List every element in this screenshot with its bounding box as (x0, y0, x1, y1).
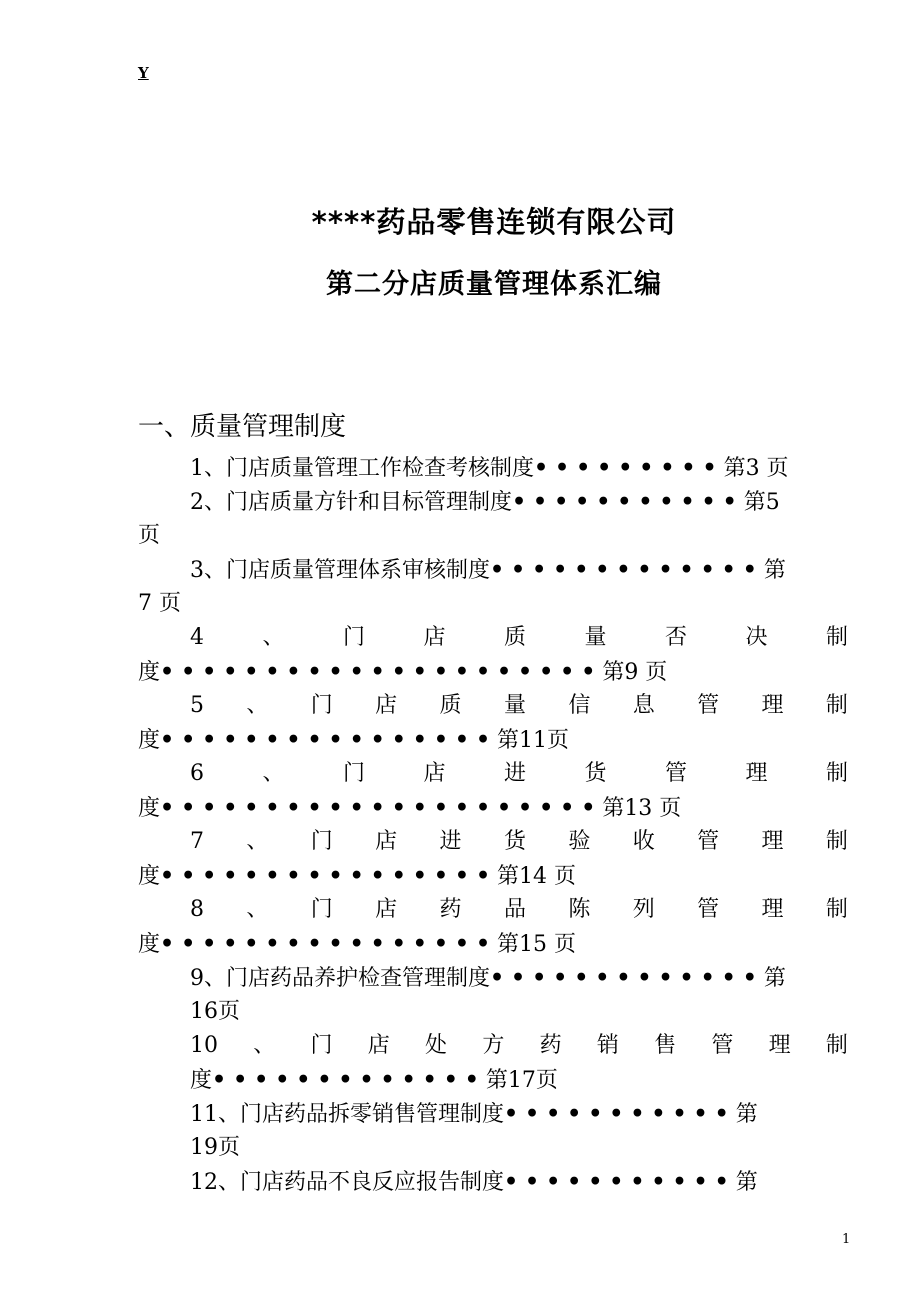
toc-char: 、 (246, 829, 269, 854)
toc-entry-1[interactable] (190, 451, 789, 485)
toc-entry-6-continuation (138, 791, 681, 825)
toc-entry-8[interactable] (190, 893, 848, 927)
toc-entry-title: 9、门店药品养护检查管理制度 (190, 966, 490, 991)
toc-page-ref-cont: 页 (138, 523, 161, 548)
toc-char: 质 (503, 625, 526, 650)
toc-leader-dots: •••••••••••••••• (160, 727, 497, 753)
toc-char: 4 (190, 625, 204, 650)
toc-char: 列 (632, 897, 655, 922)
toc-page-ref: 第15 页 (497, 932, 576, 957)
toc-char: 理 (761, 897, 784, 922)
toc-page-ref: 第 (735, 1170, 758, 1195)
page-number: 1 (842, 1232, 851, 1247)
toc-page-ref: 第17页 (485, 1068, 558, 1093)
toc-page-ref-cont: 7 页 (138, 591, 181, 616)
toc-char: 门 (342, 761, 365, 786)
toc-entry-title: 1、门店质量管理工作检查考核制度 (190, 456, 534, 481)
toc-char: 货 (503, 829, 526, 854)
toc-char: 8 (190, 897, 204, 922)
toc-char: 进 (439, 829, 462, 854)
toc-entry-5[interactable] (190, 689, 848, 723)
toc-char: 药 (439, 897, 462, 922)
toc-char: 、 (262, 761, 285, 786)
toc-leader-dots: ••••••••••• (504, 1169, 736, 1195)
toc-char: 药 (539, 1033, 562, 1058)
toc-entry-5-continuation (138, 723, 569, 757)
toc-char: 进 (503, 761, 526, 786)
toc-char: 否 (664, 625, 687, 650)
toc-char: 5 (190, 693, 204, 718)
toc-page-ref: 第 (763, 966, 786, 991)
toc-char: 品 (503, 897, 526, 922)
toc-char: 门 (310, 829, 333, 854)
toc-entry-12[interactable] (190, 1165, 758, 1199)
toc-char: 店 (375, 829, 398, 854)
toc-leader-dots: ••••••••••••••••••••• (160, 795, 603, 821)
toc-leader-dots: ••••••••••••• (490, 557, 764, 583)
toc-entry-10-continuation (190, 1063, 558, 1097)
toc-char: 决 (745, 625, 768, 650)
toc-leader-dots: ••••••••••• (504, 1101, 736, 1127)
toc-char: 制 (825, 1033, 848, 1058)
toc-page-ref: 第13 页 (602, 796, 682, 821)
toc-char: 7 (190, 829, 204, 854)
toc-entry-3-continuation (138, 587, 181, 621)
toc-leader-dots: ••••••••••••• (490, 965, 764, 991)
toc-entry-6[interactable] (190, 757, 848, 791)
toc-char: 6 (190, 761, 204, 786)
toc-char: 店 (375, 897, 398, 922)
toc-char: 、 (253, 1033, 276, 1058)
toc-entry-11-continuation (190, 1131, 240, 1165)
toc-char: 门 (342, 625, 365, 650)
toc-char: 量 (584, 625, 607, 650)
toc-entry-3[interactable] (190, 553, 786, 587)
toc-char: 门 (310, 693, 333, 718)
toc-entry-8-continuation (138, 927, 576, 961)
toc-char: 、 (262, 625, 285, 650)
toc-char: 管 (697, 693, 720, 718)
toc-page-ref: 第 (735, 1102, 758, 1127)
toc-char: 10 (190, 1033, 218, 1058)
toc-char: 、 (246, 693, 269, 718)
toc-char: 店 (423, 625, 446, 650)
toc-char: 收 (632, 829, 655, 854)
toc-entry-2-continuation (138, 519, 160, 553)
toc-entry-7-continuation (138, 859, 576, 893)
toc-char: 制 (825, 693, 848, 718)
section-heading: 一、质量管理制度 (138, 412, 347, 442)
toc-char: 售 (654, 1033, 677, 1058)
toc-page-ref-cont: 16页 (190, 999, 240, 1024)
toc-char: 管 (664, 761, 687, 786)
toc-char: 销 (596, 1033, 619, 1058)
toc-leader-dots: •••••••••••••••• (160, 931, 497, 957)
toc-char: 管 (697, 897, 720, 922)
toc-entry-9[interactable] (190, 961, 786, 995)
toc-entry-7[interactable] (190, 825, 848, 859)
toc-char: 制 (825, 761, 848, 786)
toc-page-ref: 第 (763, 558, 786, 583)
toc-char: 信 (568, 693, 591, 718)
toc-char: 验 (568, 829, 591, 854)
toc-entry-title-cont: 度 (138, 932, 161, 957)
toc-entry-11[interactable] (190, 1097, 758, 1131)
toc-entry-10[interactable] (190, 1029, 848, 1063)
toc-page-ref: 第11页 (497, 728, 569, 753)
toc-char: 理 (761, 693, 784, 718)
toc-char: 理 (768, 1033, 791, 1058)
toc-char: 制 (825, 625, 848, 650)
toc-char: 管 (711, 1033, 734, 1058)
toc-leader-dots: ••••••••••••• (212, 1067, 486, 1093)
toc-char: 理 (761, 829, 784, 854)
toc-char: 、 (246, 897, 269, 922)
toc-entry-4-continuation (138, 655, 667, 689)
toc-char: 门 (310, 1033, 333, 1058)
toc-page-ref-cont: 19页 (190, 1135, 240, 1160)
toc-entry-title-cont: 度 (138, 864, 161, 889)
toc-entry-title: 3、门店质量管理体系审核制度 (190, 558, 490, 583)
toc-entry-2[interactable] (190, 485, 780, 519)
toc-entry-9-continuation (190, 995, 240, 1029)
header-mark: Y (138, 64, 149, 82)
toc-leader-dots: ••••••••••••••••••••• (160, 659, 603, 685)
toc-char: 制 (825, 897, 848, 922)
toc-entry-title: 12、门店药品不良反应报告制度 (190, 1170, 504, 1195)
toc-char: 质 (439, 693, 462, 718)
toc-char: 货 (584, 761, 607, 786)
toc-char: 店 (375, 693, 398, 718)
document-title: ****药品零售连锁有限公司 (311, 205, 677, 239)
toc-char: 店 (367, 1033, 390, 1058)
toc-page-ref: 第9 页 (602, 660, 668, 685)
toc-entry-title-cont: 度 (190, 1068, 213, 1093)
toc-leader-dots: •••••••••••••••• (160, 863, 497, 889)
toc-page-ref: 第14 页 (497, 864, 576, 889)
toc-entry-title-cont: 度 (138, 728, 161, 753)
toc-char: 门 (310, 897, 333, 922)
toc-char: 方 (482, 1033, 505, 1058)
toc-leader-dots: ••••••••••• (512, 489, 744, 515)
toc-char: 理 (745, 761, 768, 786)
toc-char: 量 (503, 693, 526, 718)
toc-entry-title-cont: 度 (138, 796, 161, 821)
toc-char: 处 (425, 1033, 448, 1058)
document-subtitle: 第二分店质量管理体系汇编 (326, 269, 662, 300)
toc-char: 店 (423, 761, 446, 786)
toc-entry-4[interactable] (190, 621, 848, 655)
toc-leader-dots: ••••••••• (534, 455, 724, 481)
toc-char: 制 (825, 829, 848, 854)
toc-char: 息 (632, 693, 655, 718)
toc-entry-title: 11、门店药品拆零销售管理制度 (190, 1102, 504, 1127)
toc-entry-title: 2、门店质量方针和目标管理制度 (190, 490, 512, 515)
toc-char: 管 (697, 829, 720, 854)
toc-page-ref: 第5 (743, 490, 780, 515)
toc-char: 陈 (568, 897, 591, 922)
toc-page-ref: 第3 页 (723, 456, 789, 481)
toc-entry-title-cont: 度 (138, 660, 161, 685)
